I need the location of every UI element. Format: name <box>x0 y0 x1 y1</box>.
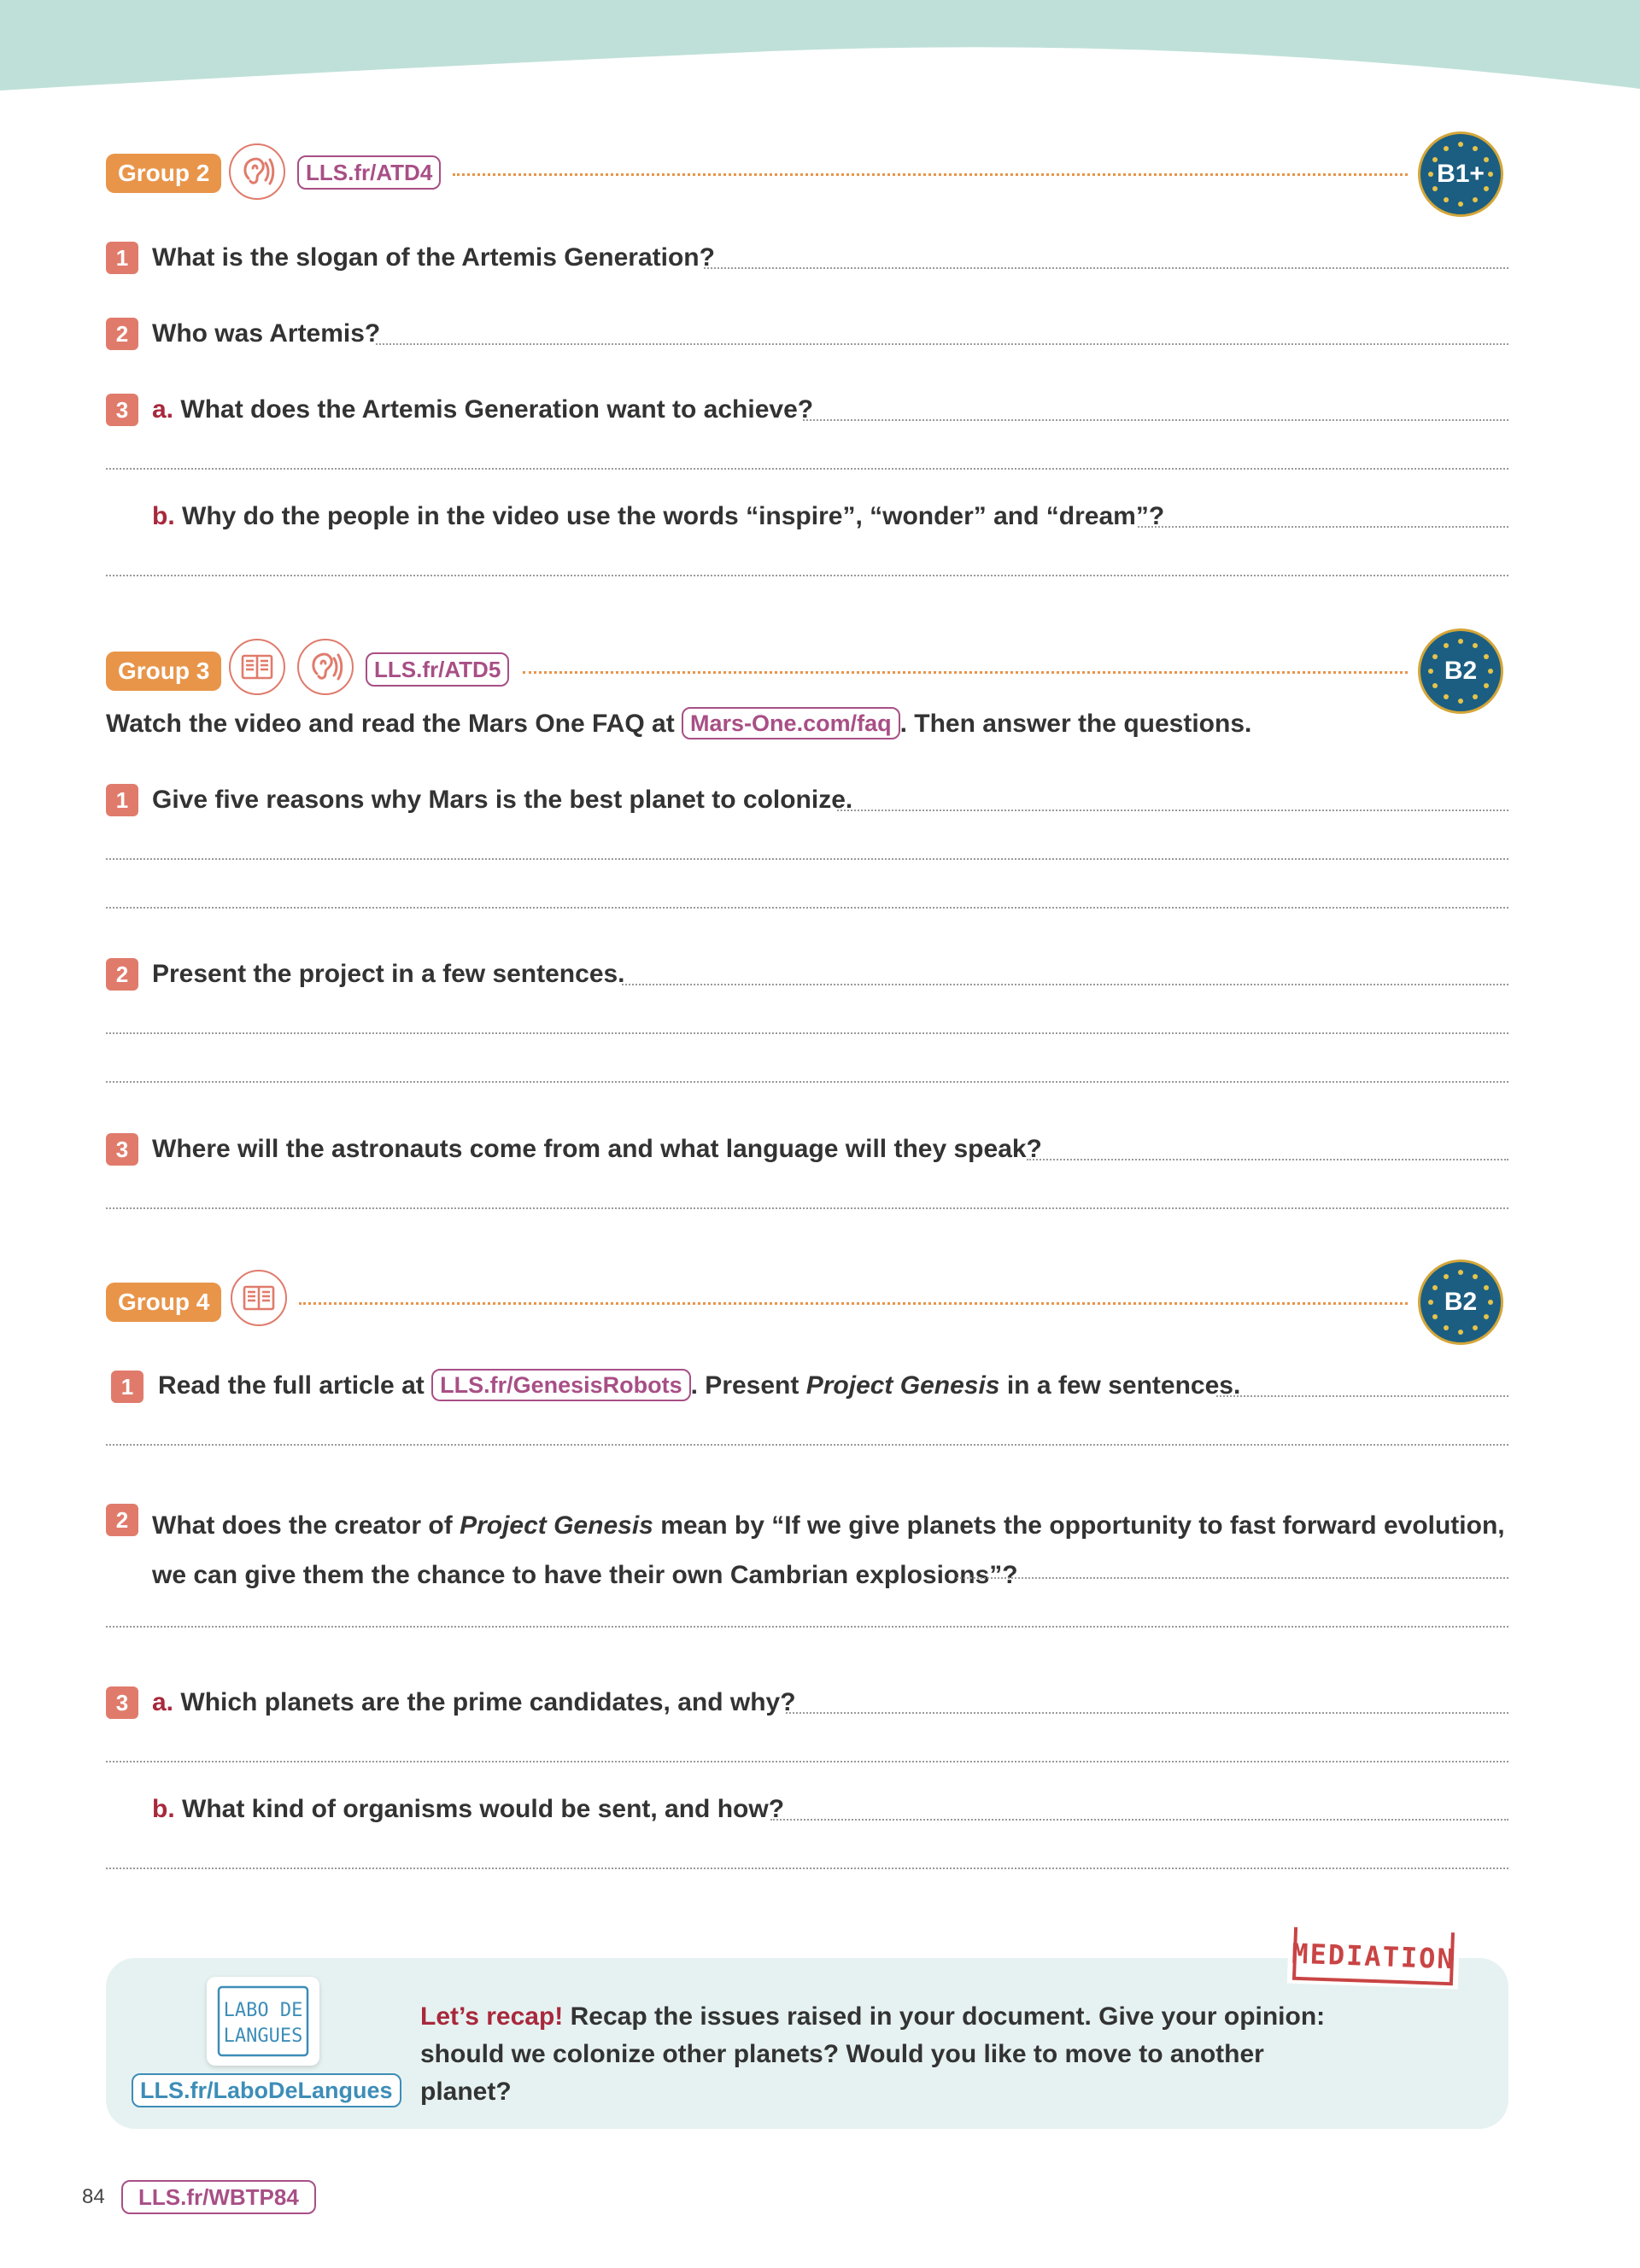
question-text-body: Read the full article at <box>158 1371 425 1400</box>
question-number: 3 <box>106 394 138 426</box>
answer-line[interactable] <box>704 267 1508 269</box>
instruction-text: . Then answer the questions. <box>899 710 1252 738</box>
labo-de-langues-link[interactable]: LLS.fr/LaboDeLangues <box>132 2073 401 2107</box>
group-4-header-dots <box>299 1302 1408 1305</box>
answer-line[interactable] <box>106 1444 1508 1446</box>
answer-line[interactable] <box>1216 1395 1508 1397</box>
italic-title: Project Genesis <box>805 1371 1000 1400</box>
question-text-body: in a few sentences. <box>1006 1371 1241 1400</box>
question-text-body: What does the creator of <box>152 1511 453 1540</box>
level-badge-b2 <box>1418 628 1503 714</box>
question-text-body: mean by “If we give planets the opportunity to fast forward evolution, we can give them the chance to have their own Cambrian explosions”? <box>152 1511 1505 1589</box>
answer-line[interactable] <box>106 858 1508 860</box>
question-number: 3 <box>106 1133 138 1166</box>
group-3-instruction <box>106 707 1251 741</box>
group-2-link[interactable]: LLS.fr/ATD4 <box>297 155 441 190</box>
answer-line[interactable] <box>106 468 1508 470</box>
sub-question-marker: b. <box>152 502 175 530</box>
question-text: Present the project in a few sentences. <box>152 960 625 988</box>
level-label: B2 <box>1444 657 1478 685</box>
answer-line[interactable] <box>1027 1159 1508 1160</box>
listening-icon <box>229 143 285 200</box>
mediation-stamp <box>1287 1922 1460 1990</box>
group-4-badge: Group 4 <box>106 1283 221 1322</box>
sub-question-marker: a. <box>152 1688 174 1716</box>
recap-body: Recap the issues raised in your document. Give your opinion: should we colonize other planets? Would you like to move to another planet? <box>420 2002 1326 2106</box>
group-2-badge: Group 2 <box>106 154 221 193</box>
question-number: 2 <box>106 1504 138 1536</box>
answer-line[interactable] <box>957 1577 1508 1579</box>
question-text-body: What kind of organisms would be sent, and how? <box>182 1795 785 1823</box>
recap-text <box>420 1998 1360 2111</box>
question-number: 1 <box>106 784 138 816</box>
group-2-header-dots <box>453 173 1408 176</box>
level-badge-b1plus <box>1418 132 1503 217</box>
instruction-text: Watch the video and read the Mars One FAQ at <box>106 710 675 738</box>
page-number: 84 <box>82 2185 105 2208</box>
question-number: 1 <box>111 1371 144 1403</box>
answer-line[interactable] <box>376 343 1508 345</box>
answer-line[interactable] <box>106 1626 1508 1628</box>
question-number: 3 <box>106 1686 138 1719</box>
question-text <box>152 500 1164 534</box>
question-number: 2 <box>106 318 138 350</box>
sub-question-marker: b. <box>152 1795 175 1823</box>
question-text: Who was Artemis? <box>152 319 381 348</box>
answer-line[interactable] <box>770 1819 1508 1821</box>
question-text <box>152 393 813 427</box>
logo-line: LABO DE <box>223 2000 303 2021</box>
listening-icon <box>297 639 354 695</box>
answer-line[interactable] <box>106 1868 1508 1869</box>
question-text <box>152 1686 796 1720</box>
recap-lead: Let’s recap! <box>420 2002 564 2031</box>
logo-line: LANGUES <box>223 2025 303 2047</box>
answer-line[interactable] <box>837 810 1508 811</box>
top-decorative-band <box>0 0 1640 94</box>
group-3-badge: Group 3 <box>106 652 221 691</box>
question-text <box>158 1369 1240 1403</box>
question-text: Where will the astronauts come from and what language will they speak? <box>152 1135 1042 1163</box>
answer-line[interactable] <box>803 419 1508 421</box>
question-text: What is the slogan of the Artemis Generation? <box>152 243 715 272</box>
answer-line[interactable] <box>1138 526 1508 528</box>
reading-icon <box>231 1270 287 1326</box>
answer-line[interactable] <box>106 907 1508 909</box>
answer-line[interactable] <box>106 1081 1508 1083</box>
labo-de-langues-logo <box>207 1977 319 2066</box>
question-text-body: Which planets are the prime candidates, and why? <box>180 1688 796 1716</box>
question-text-body: . Present <box>690 1371 800 1400</box>
question-text <box>152 1792 784 1827</box>
genesis-robots-link[interactable]: LLS.fr/GenesisRobots <box>431 1369 691 1401</box>
sub-question-marker: a. <box>152 395 174 424</box>
answer-line[interactable] <box>106 575 1508 576</box>
answer-line[interactable] <box>786 1712 1508 1714</box>
answer-line[interactable] <box>106 1032 1508 1034</box>
level-label: B1+ <box>1437 160 1485 188</box>
question-text-body: What does the Artemis Generation want to achieve? <box>180 395 814 424</box>
mediation-label: MEDIATION <box>1291 1937 1456 1976</box>
question-text-body: Why do the people in the video use the words “inspire”, “wonder” and “dream”? <box>182 502 1165 530</box>
answer-line[interactable] <box>106 1207 1508 1209</box>
mars-one-link[interactable]: Mars-One.com/faq <box>682 707 900 739</box>
footer-link[interactable]: LLS.fr/WBTP84 <box>121 2180 316 2214</box>
answer-line[interactable] <box>622 984 1508 985</box>
answer-line[interactable] <box>106 1761 1508 1762</box>
question-text: Give five reasons why Mars is the best planet to colonize. <box>152 786 853 814</box>
level-badge-b2 <box>1418 1260 1503 1345</box>
italic-title: Project Genesis <box>460 1511 653 1540</box>
question-number: 2 <box>106 958 138 991</box>
level-label: B2 <box>1444 1288 1478 1316</box>
group-3-link[interactable]: LLS.fr/ATD5 <box>366 652 509 687</box>
question-text <box>152 1501 1512 1600</box>
group-3-header-dots <box>523 671 1408 674</box>
question-number: 1 <box>106 242 138 274</box>
reading-icon <box>229 639 285 695</box>
